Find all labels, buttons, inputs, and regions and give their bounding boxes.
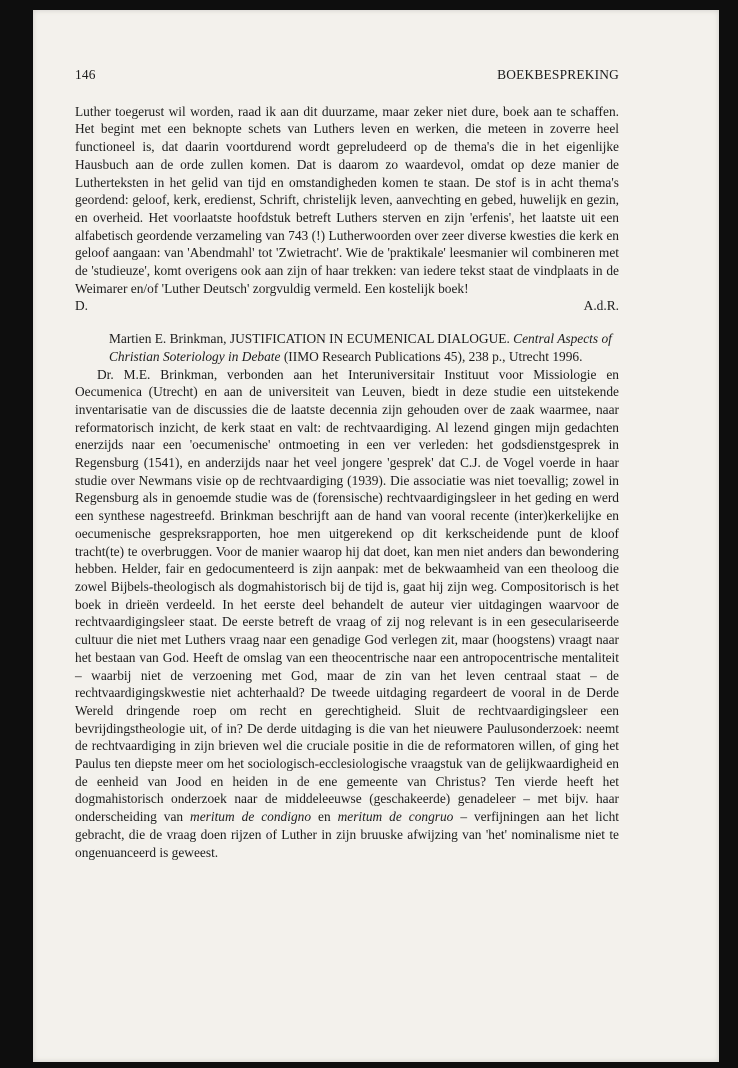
citation-publication: (IIMO Research Publications 45), 238 p., Utrecht 1996.	[283, 348, 583, 364]
review-2-body-part1: Dr. M.E. Brinkman, verbonden aan het Interuniversitair Instituut voor Missiologie en Oecumenica (Utrecht) en aan de universiteit van Leuven, biedt in deze studie een uitstekende inventarisatie van de discussies die de laatste decennia zijn gehouden over de zaak waarmee, naar reformatorisch inzicht, de kerk staat en valt: de rechtvaardiging. Al lezend gingen mijn gedachten enerzijds naar een 'oecumenische' ontmoeting in een ver verleden: het godsdienstgesprek in Regensburg (1541), en anderzijds naar het veel jongere 'gesprek' dat C.J. de Vogel voerde in haar studie over Newmans visie op de rechtvaardiging (1939). Die associatie was niet toevallig; zowel in Regensburg als in genoemde studie was de (forensische) rechtvaardigingsleer in het geding en werd een synthese nagestreefd. Brinkman beschrijft aan de hand van vooral recente (inter)kerkelijke en oecumenische gespreksrapporten, hoe men uitgerekend op dit kerkscheidende punt de kloof tracht(te) te overbruggen. Voor de manier waarop hij dat doet, kan men niet anders dan bewondering hebben. Helder, fair en gedocumenteerd is zijn aanpak: met de bekwaamheid van een theoloog die zowel Bijbels-theologisch als dogmahistorisch bij de tijd is, gaat hij zijn weg. Compositorisch is het boek in drieën verdeeld. In het eerste deel behandelt de auteur vier uitdagingen waarvoor de rechtvaardigingsleer staat. De eerste betreft de vraag of zij nog relevant is in een geseculariseerde cultuur die niet met Luthers vraag naar een genadige God verlegen zit, maar (hoogstens) vraagt naar het bestaan van God. Heeft de omslag van een theocentrische naar een antropocentrische mentaliteit – waarbij niet de verzoening met God, maar de zin van het leven centraal staat – de rechtvaardigingskwestie niet achterhaald? De tweede uitdaging regardeert de vooral in de Derde Wereld dringende roep om recht en gerechtigheid. Sluit de rechtvaardigingsleer een bevrijdingstheologie uit, of in? De derde uitdaging is die van het nieuwere Paulusonderzoek: neemt de rechtvaardiging in zijn brieven wel die cruciale positie in die de reformatoren willen, of ging het Paulus ten diepste meer om het sociologisch-ecclesiologische vraagstuk van de gelijkwaardigheid en de eenheid van Jood en heiden in de ene gemeente van Christus? Ten vierde heeft het dogmahistorisch onderzoek naar de middeleeuwse (geschakeerde) genadeleer – met bijv. haar onderscheiding van	[75, 366, 619, 825]
review-2	[75, 366, 619, 862]
running-header	[75, 66, 619, 84]
citation-subtitle: Central Aspects of Christian Soteriology in Debate	[109, 331, 612, 364]
page-content	[75, 66, 619, 861]
signature-left: D.	[75, 298, 89, 314]
review-1-signature	[75, 297, 619, 315]
term-meritum-de-condigno: meritum de condigno	[190, 809, 312, 825]
review-2-body-part2: – verfijningen aan het licht gebracht, die de vraag doen rijzen of Luther in zijn bruuske afwijzing van 'het' nominalisme niet te ongenuanceerd is geweest.	[75, 809, 619, 860]
review-1	[75, 103, 619, 315]
review-1-text: Luther toegerust wil worden, raad ik aan dit duurzame, maar zeker niet dure, boek aan te schaffen. Het begint met een beknopte schets van Luthers leven en werken, die meteen in zoverre heel functioneel is, dat daarin voortdurend wordt gepreludeerd op de thema's die in het eigenlijke Hausbuch aan de orde zullen komen. Dat is daarom zo waardevol, omdat op deze manier de Lutherteksten in het gelid van tijd en omstandigheden komen te staan. De stof is in acht thema's geordend: geloof, kerk, eredienst, Schrift, christelijk leven, aanvechting en gebed, huwelijk en gezin, en overheid. Het voorlaatste hoofdstuk betreft Luthers sterven en zijn 'erfenis', het laatste uit een alfabetisch geordende verzameling van 743 (!) Lutherwoorden over zeer diverse kwesties die kerk en geloof aangaan: van 'Abendmahl' tot 'Zwietracht'. Wie de 'praktikale' leesmanier wil combineren met de 'studieuze', komt overigens ook aan zijn of haar trekken: van iedere tekst staat de vindplaats in de Weimarer en/of 'Luther Deutsch' zorgvuldig vermeld. Een kostelijk boek!	[75, 103, 619, 296]
term-meritum-de-congruo: meritum de congruo	[337, 809, 454, 825]
signature-right: A.d.R.	[583, 298, 619, 314]
book-citation	[75, 330, 619, 365]
section-title: BOEKBESPREKING	[497, 67, 619, 82]
citation-author-title: Martien E. Brinkman, JUSTIFICATION IN ECUMENICAL DIALOGUE.	[109, 331, 510, 347]
page-number: 146	[75, 67, 96, 82]
review-2-text	[75, 366, 619, 862]
conjunction: en	[318, 809, 331, 825]
